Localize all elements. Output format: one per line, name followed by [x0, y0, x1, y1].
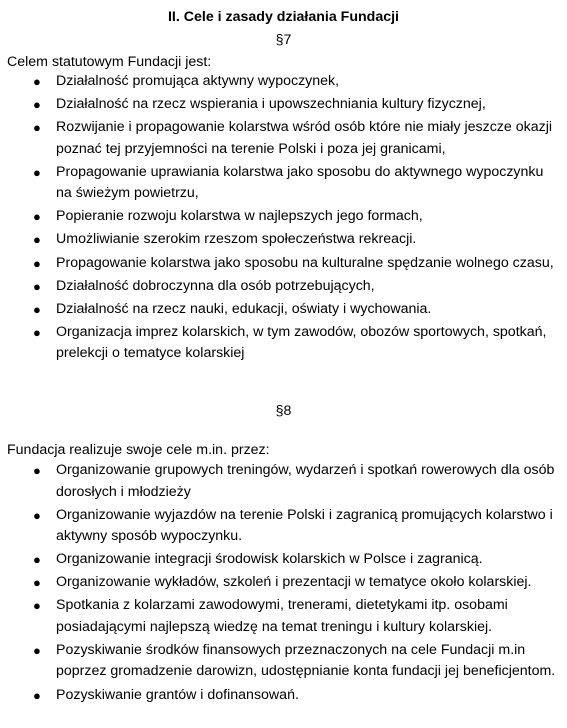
bullet-icon: ●	[33, 232, 41, 248]
list-item	[0, 595, 567, 638]
bullet-icon: ●	[33, 642, 41, 658]
list-item-text: Organizowanie grupowych treningów, wydarzeń i spotkań rowerowych dla osób dorosłych i młodzieży	[56, 462, 555, 500]
list-item-text: Pozyskiwanie środków finansowych przeznaczonych na cele Fundacji m.in poprzez gromadzenie darowizn, udostępnianie konta fundacji jej beneficjentom.	[56, 641, 556, 680]
bullet-icon: ●	[33, 552, 41, 568]
list-item-text: Organizowanie wykładów, szkoleń i prezentacji w tematyce około kolarskiej.	[56, 574, 532, 591]
list-item-text: Popieranie rozwoju kolarstwa w najlepszych jego formach,	[56, 208, 423, 225]
bullet-icon: ●	[33, 278, 41, 294]
bullet-icon: ●	[33, 507, 41, 523]
section-8-intro: Fundacja realizuje swoje cele m.in. przez:	[7, 442, 270, 458]
list-item-text: Propagowanie uprawiania kolarstwa jako sposobu do aktywnego wypoczynku na świeżym powietrzu,	[56, 163, 544, 202]
list-item	[0, 685, 567, 707]
section-8-list	[0, 460, 567, 708]
section-8-mark: §8	[275, 403, 292, 419]
list-item	[0, 94, 567, 116]
bullet-icon: ●	[33, 301, 41, 317]
list-item-text: Działalność promująca aktywny wypoczynek,	[56, 73, 340, 89]
list-item-text: Działalność na rzecz nauki, edukacji, oświaty i wychowania.	[56, 300, 432, 317]
list-item	[0, 117, 567, 160]
list-item-text: Działalność na rzecz wspierania i upowszechniania kultury fizycznej,	[56, 96, 486, 113]
bullet-icon: ●	[33, 74, 41, 89]
section-7-list	[0, 71, 567, 366]
bullet-icon: ●	[33, 687, 41, 703]
list-item-text: Organizowanie wyjazdów na terenie Polski i zagranicą promujących kolarstwo i aktywny sposób wypoczynku.	[56, 506, 553, 545]
list-item-text: Spotkania z kolarzami zawodowymi, trenerami, dietetykami itp. osobami posiadającymi najlepszą wiedzę na temat treningu i kultury kolarskiej.	[56, 597, 508, 635]
bullet-icon: ●	[33, 209, 41, 225]
list-item	[0, 276, 567, 298]
bullet-icon: ●	[33, 255, 41, 271]
list-item	[0, 71, 567, 93]
bullet-icon: ●	[33, 120, 41, 136]
bullet-icon: ●	[33, 463, 41, 478]
list-item-text: Rozwijanie i propagowanie kolarstwa wśród osób które nie miały jeszcze okazji poznać tej przyjemności na terenie Polski i poza jej granicami,	[56, 119, 553, 157]
list-item	[0, 253, 567, 275]
list-item-text: Pozyskiwanie grantów i dofinansowań.	[56, 686, 299, 703]
list-item	[0, 505, 567, 548]
list-item-text: Umożliwianie szerokim rzeszom społeczeństwa rekreacji.	[56, 231, 417, 248]
list-item	[0, 640, 567, 683]
bullet-icon: ●	[33, 598, 41, 614]
list-item	[0, 229, 567, 251]
chapter-heading: II. Cele i zasady działania Fundacji	[167, 9, 400, 25]
list-item-text: Organizacja imprez kolarskich, w tym zawodów, obozów sportowych, spotkań, prelekcji o tematyce kolarskiej	[56, 323, 547, 362]
list-item-text: Propagowanie kolarstwa jako sposobu na kulturalne spędzanie wolnego czasu,	[56, 254, 554, 271]
list-item	[0, 460, 567, 503]
list-item	[0, 322, 567, 365]
list-item	[0, 162, 567, 205]
section-7-mark: §7	[275, 32, 292, 48]
list-item	[0, 572, 567, 594]
list-item	[0, 206, 567, 228]
bullet-icon: ●	[33, 575, 41, 591]
list-item	[0, 299, 567, 321]
section-7-intro: Celem statutowym Fundacji jest:	[7, 54, 212, 70]
bullet-icon: ●	[33, 97, 41, 113]
bullet-icon: ●	[33, 324, 41, 340]
bullet-icon: ●	[33, 164, 41, 180]
list-item	[0, 549, 567, 571]
list-item-text: Działalność dobroczynna dla osób potrzebujących,	[56, 277, 375, 294]
list-item-text: Organizowanie integracji środowisk kolarskich w Polsce i zagranicą.	[56, 551, 483, 568]
